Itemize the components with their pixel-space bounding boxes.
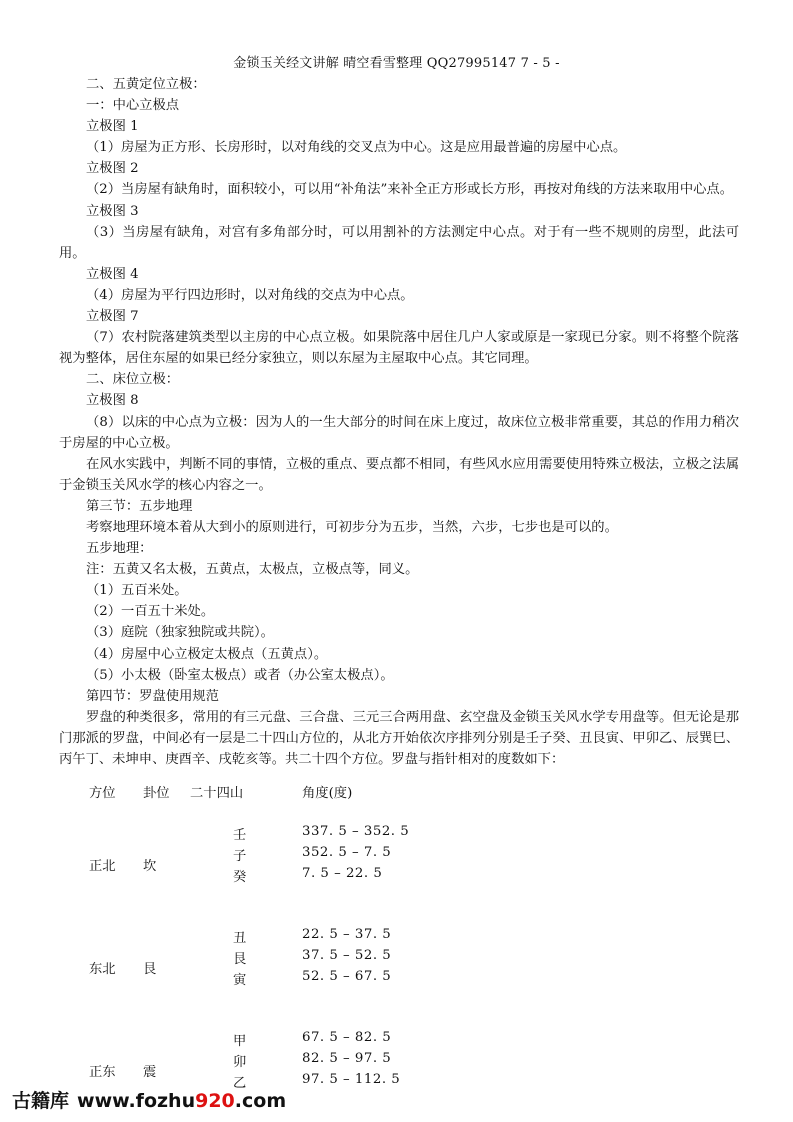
table-row (59, 948, 739, 969)
document-body (59, 74, 739, 770)
text-line: 五步地理： (86, 541, 153, 557)
trigram-cell: 艮 (143, 962, 157, 977)
page-header: 金锁玉关经文讲解 晴空看雪整理 QQ27995147 7 - 5 - (233, 56, 560, 71)
footer-url-post: .com (234, 1090, 287, 1112)
text-line: （8）以床的中心点为立极：因为人的一生大部分的时间在床上度过，故床位立极非常重要，其总的作用力稍次于房屋的中心立极。 (59, 414, 739, 451)
angle-range-cell: 82. 5 – 97. 5 (302, 1051, 392, 1066)
mountain-cell: 寅 (233, 973, 247, 988)
footer-brand: 古籍库 (12, 1090, 70, 1112)
table-header (59, 782, 739, 804)
direction-group (59, 824, 739, 907)
text-line: 立极图 8 (86, 393, 139, 409)
table-row (59, 1030, 739, 1051)
text-line: 第四节：罗盘使用规范 (86, 688, 219, 704)
text-line: （3）当房屋有缺角，对宫有多角部分时，可以用割补的方法测定中心点。对于有一些不规则的房型，此法可用。 (59, 224, 739, 261)
angle-range-cell: 97. 5 – 112. 5 (302, 1072, 401, 1087)
text-line: （2）一百五十米处。 (86, 604, 215, 620)
mountain-cell: 子 (233, 849, 247, 864)
text-line: 立极图 4 (86, 266, 139, 282)
col-header-direction: 方位 (89, 786, 116, 801)
table-row (59, 969, 739, 990)
text-line: 二、床位立极： (86, 372, 180, 388)
text-line: （1）房屋为正方形、长房形时，以对角线的交叉点为中心。这是应用最普遍的房屋中心点。 (86, 140, 627, 156)
table-row (59, 927, 739, 948)
table-row (59, 866, 739, 887)
angle-range-cell: 37. 5 – 52. 5 (302, 948, 392, 963)
text-line: （3）庭院（独家独院或共院）。 (86, 625, 274, 641)
text-line: （4）房屋为平行四边形时，以对角线的交点为中心点。 (86, 287, 414, 303)
angle-range-cell: 67. 5 – 82. 5 (302, 1030, 392, 1045)
text-line: 罗盘的种类很多，常用的有三元盘、三合盘、三元三合两用盘、玄空盘及金锁玉关风水学专用盘等。但无论是那门那派的罗盘，中间必有一层是二十四山方位的，从北方开始依次序排列分别是壬子癸、丑艮寅、甲卯乙、辰巽巳、丙午丁、未坤申、庚酉辛、戌乾亥等。共二十四个方位。罗盘与指针相对的度数如下： (59, 709, 739, 767)
text-line: 立极图 2 (86, 161, 139, 177)
compass-table (59, 782, 739, 1113)
table-row (59, 845, 739, 866)
angle-range-cell: 337. 5 – 352. 5 (302, 824, 410, 839)
text-line: （7）农村院落建筑类型以主房的中心点立极。如果院落中居住几户人家或原是一家现已分家。则不将整个院落视为整体，居住东屋的如果已经分家独立，则以东屋为主屋取中心点。其它同理。 (59, 330, 739, 367)
text-line: （1）五百米处。 (86, 583, 188, 599)
col-header-trigram: 卦位 (143, 786, 170, 801)
angle-range-cell: 352. 5 – 7. 5 (302, 845, 392, 860)
angle-range-cell: 22. 5 – 37. 5 (302, 927, 392, 942)
trigram-cell: 坎 (143, 859, 157, 874)
text-line: 第三节：五步地理 (86, 498, 193, 514)
text-line: 立极图 3 (86, 203, 139, 219)
direction-cell: 正东 (89, 1065, 116, 1080)
text-line: 立极图 1 (86, 119, 139, 135)
col-header-mountains: 二十四山 (190, 786, 244, 801)
mountain-cell: 癸 (233, 870, 247, 885)
text-line: （2）当房屋有缺角时，面积较小，可以用“补角法”来补全正方形或长方形，再按对角线的方法来取用中心点。 (86, 182, 734, 198)
text-line: 二、五黄定位立极： (86, 77, 206, 92)
trigram-cell: 震 (143, 1065, 157, 1080)
table-row (59, 824, 739, 845)
mountain-cell: 甲 (233, 1034, 247, 1049)
mountain-cell: 艮 (233, 952, 247, 967)
angle-range-cell: 7. 5 – 22. 5 (302, 866, 383, 881)
text-line: 在风水实践中，判断不同的事情，立极的重点、要点都不相同，有些风水应用需要使用特殊立极法，立极之法属于金锁玉关风水学的核心内容之一。 (59, 456, 739, 493)
mountain-cell: 壬 (233, 828, 247, 843)
footer-url-pre: www.fozhu (77, 1090, 196, 1112)
direction-cell: 正北 (89, 859, 116, 874)
col-header-angle: 角度(度) (302, 786, 353, 801)
footer-watermark (12, 1086, 286, 1113)
angle-range-cell: 52. 5 – 67. 5 (302, 969, 392, 984)
footer-url-highlight: 920 (195, 1090, 235, 1112)
table-row (59, 1051, 739, 1072)
direction-cell: 东北 (89, 962, 116, 977)
mountain-cell: 卯 (233, 1055, 247, 1070)
text-line: （4）房屋中心立极定太极点（五黄点）。 (86, 646, 328, 662)
text-line: 考察地理环境本着从大到小的原则进行，可初步分为五步，当然，六步，七步也是可以的。 (86, 519, 618, 535)
mountain-cell: 丑 (233, 931, 247, 946)
direction-group (59, 927, 739, 1010)
text-line: （5）小太极（卧室太极点）或者（办公室太极点）。 (86, 667, 394, 683)
text-line: 注：五黄又名太极，五黄点，太极点，立极点等，同义。 (86, 562, 419, 578)
text-line: 立极图 7 (86, 309, 139, 325)
text-line: 一：中心立极点 (86, 98, 180, 114)
mountain-cell: 乙 (233, 1076, 247, 1091)
